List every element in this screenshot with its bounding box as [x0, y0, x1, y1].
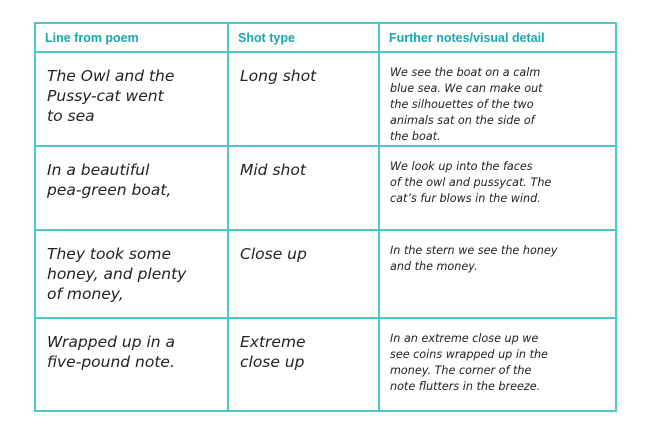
table-row — [35, 230, 616, 317]
notes-cell — [379, 318, 616, 411]
table-row — [35, 52, 616, 146]
header-further-notes: Further notes/visual detail — [379, 23, 616, 52]
notes-text: We look up into the faces of the owl and pussycat. The cat’s fur blows in the wind. — [390, 160, 552, 206]
notes-text: We see the boat on a calm blue sea. We can make out the silhouettes of the two animals sat on the side of the boat. — [390, 66, 543, 143]
shot-type-cell — [228, 230, 379, 317]
poem-line-cell — [35, 52, 228, 146]
poem-line-text: They took some honey, and plenty of money, — [47, 245, 187, 304]
shot-type-cell — [228, 52, 379, 146]
header-shot-type: Shot type — [228, 23, 379, 52]
shot-type-text: Extreme close up — [240, 332, 306, 371]
poem-line-text: The Owl and the Pussy-cat went to sea — [47, 67, 175, 125]
notes-text: In an extreme close up we see coins wrapped up in the money. The corner of the note flutters in the breeze. — [390, 331, 548, 393]
shot-type-text: Mid shot — [240, 161, 306, 180]
poem-line-cell — [35, 230, 228, 317]
header-line-from-poem: Line from poem — [35, 23, 228, 52]
notes-cell — [379, 146, 616, 230]
shot-table — [34, 22, 617, 412]
shot-type-text: Close up — [240, 245, 307, 264]
shot-type-text: Long shot — [240, 67, 317, 85]
notes-cell — [379, 230, 616, 317]
poem-line-text: Wrapped up in a five-pound note. — [47, 332, 176, 371]
notes-cell — [379, 52, 616, 146]
shot-type-cell — [228, 146, 379, 230]
notes-text: In the stern we see the honey and the money. — [390, 244, 558, 274]
header-row — [35, 23, 616, 52]
table-row — [35, 318, 616, 411]
poem-line-cell — [35, 318, 228, 411]
poem-line-cell — [35, 146, 228, 230]
shot-type-cell — [228, 318, 379, 411]
poem-line-text: In a beautiful pea-green boat, — [47, 161, 172, 200]
table-row — [35, 146, 616, 230]
